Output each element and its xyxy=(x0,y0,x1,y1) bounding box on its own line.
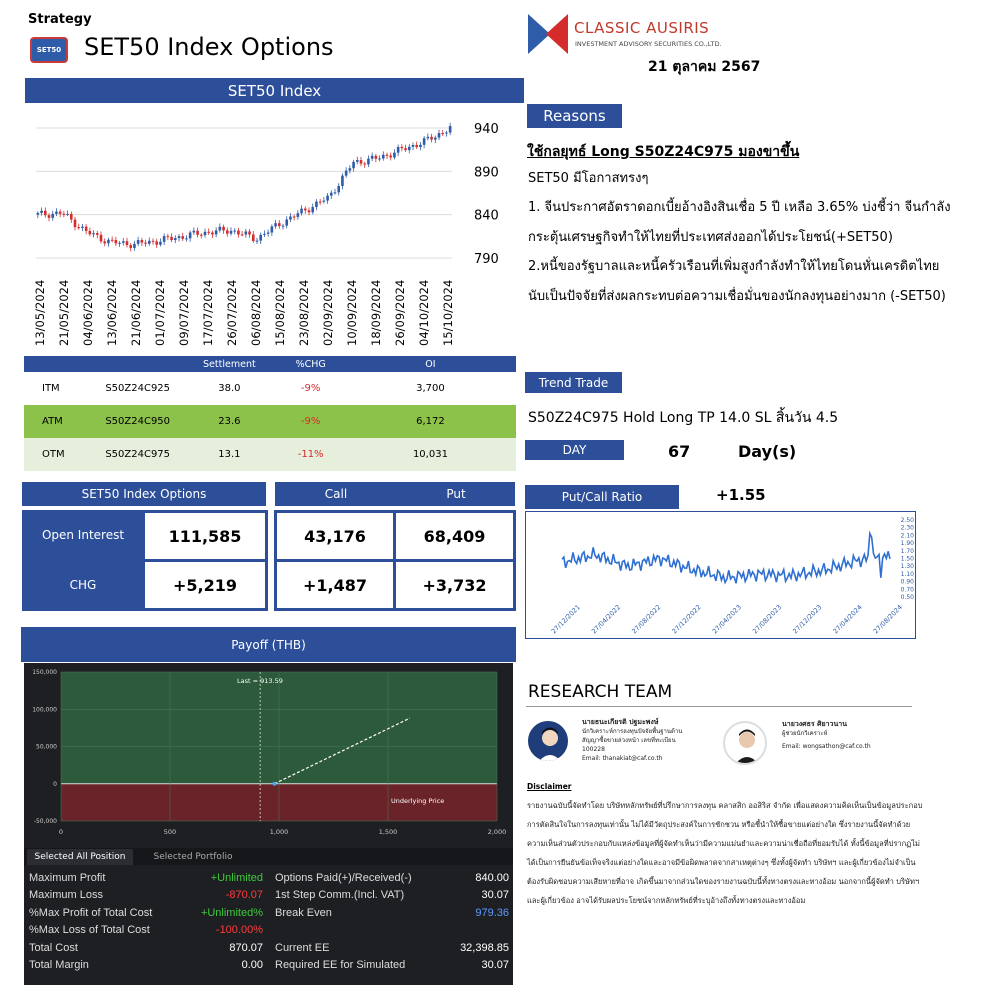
candle-body xyxy=(300,209,303,214)
x-tick-label: 18/09/2024 xyxy=(369,279,383,346)
candle-body xyxy=(382,155,385,159)
candle-body xyxy=(103,241,106,243)
y-tick-label: 2.50 xyxy=(900,517,914,524)
candle-body xyxy=(181,236,184,239)
y-tick-label: 840 xyxy=(474,208,499,224)
candle-body xyxy=(337,186,340,192)
x-tick-label: 15/08/2024 xyxy=(273,279,287,346)
candle-body xyxy=(211,233,214,235)
candle-body xyxy=(259,235,262,241)
candle-body xyxy=(37,213,40,215)
index-chart-banner: SET50 Index xyxy=(25,78,524,103)
x-tick-label: 2,000 xyxy=(487,828,507,836)
analyst2-info xyxy=(782,720,902,751)
put-call-ratio-value: +1.55 xyxy=(716,486,766,504)
page-title: SET50 Index Options xyxy=(84,33,334,61)
put-call-series-line xyxy=(562,533,890,583)
candle-body xyxy=(282,226,285,227)
candle-body xyxy=(404,148,407,150)
stat-row xyxy=(29,942,263,959)
put-call-ratio-chart xyxy=(526,512,915,638)
row-type: ATM xyxy=(42,416,63,427)
payoff-banner: Payoff (THB) xyxy=(21,627,516,662)
x-tick-label: 27/04/2023 xyxy=(710,603,743,636)
candle-body xyxy=(315,202,318,207)
candle-body xyxy=(408,147,411,150)
candle-body xyxy=(371,156,374,159)
candle-body xyxy=(144,243,147,244)
x-tick-label: 27/08/2023 xyxy=(751,603,784,636)
x-tick-label: 15/10/2024 xyxy=(441,279,455,346)
stat-value: +Unlimited% xyxy=(200,906,263,919)
candle-body xyxy=(167,236,170,237)
x-tick-label: 04/06/2024 xyxy=(81,279,95,346)
chg-label: CHG xyxy=(69,578,97,592)
x-tick-label: 01/07/2024 xyxy=(153,279,167,346)
candle-body xyxy=(230,231,233,234)
candle-body xyxy=(55,212,58,214)
x-tick-label: 27/04/2024 xyxy=(831,603,864,636)
candle-body xyxy=(115,240,118,243)
row-settlement: 23.6 xyxy=(218,416,241,427)
stat-row xyxy=(275,889,509,906)
candle-body xyxy=(81,227,84,228)
candle-body xyxy=(233,231,236,232)
open-interest-total: 111,585 xyxy=(142,510,268,562)
candle-body xyxy=(222,227,225,231)
candle-body xyxy=(219,227,222,231)
oi-header-put: Put xyxy=(446,487,466,501)
report-date: 21 ตุลาคม 2567 xyxy=(648,59,761,75)
candle-body xyxy=(293,217,296,218)
x-tick-label: 1,000 xyxy=(269,828,289,836)
stat-label: Maximum Profit xyxy=(29,872,106,884)
candle-body xyxy=(449,126,452,132)
x-tick-label: 23/08/2024 xyxy=(297,279,311,346)
payoff-stats-left xyxy=(29,872,263,976)
candle-body xyxy=(267,233,270,234)
candle-body xyxy=(397,147,400,153)
y-tick-label: 2.10 xyxy=(900,532,914,540)
header-settlement: Settlement xyxy=(203,358,256,370)
row-type: OTM xyxy=(42,449,65,460)
put-call-ratio-tag: Put/Call Ratio xyxy=(525,485,679,509)
candle-body xyxy=(445,133,448,134)
strategy-label: Strategy xyxy=(28,12,92,27)
candle-body xyxy=(263,234,266,235)
candle-body xyxy=(289,217,292,220)
stat-label: Break Even xyxy=(275,906,332,919)
candle-body xyxy=(118,243,121,244)
x-tick-label: 27/08/2022 xyxy=(630,603,663,636)
stat-value: 0.00 xyxy=(241,958,263,971)
set50-logo-text: SET50 xyxy=(36,46,62,54)
y-tick-label: 890 xyxy=(474,165,499,181)
candle-body xyxy=(77,227,80,228)
x-tick-label: 26/09/2024 xyxy=(393,279,407,346)
divider xyxy=(526,706,912,707)
candle-body xyxy=(345,171,348,176)
x-tick-label: 21/06/2024 xyxy=(129,279,143,346)
row-type: ITM xyxy=(42,383,60,394)
candle-body xyxy=(367,159,370,165)
y-tick-label: 0.90 xyxy=(900,578,914,586)
stat-row xyxy=(275,942,509,959)
analyst2-email: Email: wongsathon@caf.co.th xyxy=(782,743,871,750)
row-settlement: 13.1 xyxy=(218,449,241,460)
candle-body xyxy=(278,223,281,226)
candle-body xyxy=(375,156,378,159)
tab-selected-portfolio[interactable]: Selected Portfolio xyxy=(153,852,233,862)
call-open-interest: 43,176 xyxy=(274,510,396,562)
candle-body xyxy=(70,214,73,220)
stat-value: -100.00% xyxy=(215,924,263,937)
row-chg: -9% xyxy=(300,383,321,394)
candle-body xyxy=(297,213,300,217)
candle-body xyxy=(159,242,162,245)
stat-row xyxy=(29,959,263,976)
analyst1-avatar xyxy=(526,719,570,763)
header-oi: OI xyxy=(425,358,436,370)
candle-body xyxy=(330,193,333,196)
candle-body xyxy=(285,219,288,225)
candle-body xyxy=(378,158,381,159)
put-open-interest: 68,409 xyxy=(393,510,516,562)
break-even-point xyxy=(273,782,277,786)
reasons-tag: Reasons xyxy=(527,104,622,128)
candle-body xyxy=(48,215,51,218)
candle-body xyxy=(430,137,433,140)
candle-body xyxy=(204,232,207,235)
stat-value: +Unlimited xyxy=(210,872,263,884)
x-tick-label: 1,500 xyxy=(378,828,398,836)
tab-selected-all-position[interactable]: Selected All Position xyxy=(27,849,133,865)
stat-row xyxy=(29,889,263,906)
x-tick-label: 13/05/2024 xyxy=(33,279,47,346)
x-tick-label: 27/12/2023 xyxy=(791,603,824,636)
analyst1-email: Email: thanakiat@caf.co.th xyxy=(582,755,663,762)
reason-line: กระตุ้นเศรษฐกิจทำให้ไทยที่ประเทศส่งออกได้ประโยชน์(+SET50) xyxy=(528,230,893,245)
stat-row xyxy=(275,872,509,889)
candle-body xyxy=(415,145,418,147)
stat-row xyxy=(29,872,263,889)
y-tick-label: 940 xyxy=(474,122,499,137)
open-interest-label: Open Interest xyxy=(41,528,125,542)
candle-body xyxy=(237,231,240,235)
candle-body xyxy=(423,138,426,145)
x-tick-label: 26/07/2024 xyxy=(225,279,239,346)
settlement-table xyxy=(24,356,516,471)
candle-body xyxy=(122,241,125,243)
candle-body xyxy=(155,241,158,244)
candle-body xyxy=(341,176,344,186)
candle-body xyxy=(152,241,155,242)
stat-row xyxy=(275,924,509,941)
candle-body xyxy=(352,162,355,168)
candle-body xyxy=(126,241,129,245)
candle-body xyxy=(59,212,62,214)
analyst2-avatar xyxy=(723,721,767,765)
y-tick-label: 50,000 xyxy=(36,743,57,751)
chg-total: +5,219 xyxy=(142,559,268,611)
row-oi: 3,700 xyxy=(416,383,445,394)
table-row xyxy=(24,405,516,438)
settlement-table-header xyxy=(24,356,516,372)
stat-label: Required EE for Simulated xyxy=(275,958,406,971)
row-series: S50Z24C925 xyxy=(105,383,171,394)
y-tick-label: 0 xyxy=(53,780,57,788)
put-chg: +3,732 xyxy=(393,559,516,611)
day-count: 67 xyxy=(668,442,691,461)
stat-row xyxy=(275,907,509,924)
call-chg: +1,487 xyxy=(274,559,396,611)
x-tick-label: 09/07/2024 xyxy=(177,279,191,346)
trend-trade-tag: Trend Trade xyxy=(525,372,622,393)
candle-body xyxy=(163,236,166,242)
day-tag: DAY xyxy=(525,440,624,460)
set50-logo xyxy=(30,37,68,63)
candle-body xyxy=(441,133,444,134)
day-unit: Day(s) xyxy=(738,442,797,461)
x-tick-label: 10/09/2024 xyxy=(345,279,359,346)
x-tick-label: 27/08/2024 xyxy=(871,603,904,636)
analyst1-role2: สัญญาซื้อขายล่วงหน้า เลขที่ทะเบียน xyxy=(582,737,676,744)
stat-value: 870.07 xyxy=(229,941,263,954)
candle-body xyxy=(326,196,329,201)
y-tick-label: 1.10 xyxy=(900,570,914,578)
x-tick-label: 27/04/2022 xyxy=(590,603,623,636)
row-series: S50Z24C975 xyxy=(105,449,171,460)
payoff-stats-right xyxy=(275,872,509,976)
analyst1-info xyxy=(582,718,702,763)
analyst1-reg: 100228 xyxy=(582,746,605,753)
stat-value: 32,398.85 xyxy=(460,941,509,954)
x-tick-label: 06/08/2024 xyxy=(249,279,263,346)
last-price-label: Last = 913.59 xyxy=(237,677,283,685)
y-tick-label: 2.30 xyxy=(900,524,914,532)
candle-body xyxy=(196,231,199,235)
candle-body xyxy=(241,234,244,235)
reason-line: SET50 มีโอกาสทรงๆ xyxy=(528,171,649,186)
candle-body xyxy=(256,241,259,242)
candle-body xyxy=(248,231,251,234)
stat-value: 30.07 xyxy=(481,958,509,971)
candle-body xyxy=(412,145,415,147)
candle-body xyxy=(207,232,210,233)
analyst1-name: นายธนะเกียรติ ปฐมะพงษ์ xyxy=(582,718,659,726)
candle-body xyxy=(349,168,352,170)
analyst1-role: นักวิเคราะห์การลงทุนปัจจัยพื้นฐานด้าน xyxy=(582,728,683,735)
row-settlement: 38.0 xyxy=(218,383,241,394)
candle-body xyxy=(96,233,99,235)
candle-body xyxy=(386,155,389,156)
disclaimer-heading: Disclaimer xyxy=(527,782,572,791)
x-tick-label: 27/12/2022 xyxy=(670,603,703,636)
candle-body xyxy=(334,192,337,193)
candle-body xyxy=(363,164,366,165)
candle-body xyxy=(174,238,177,240)
oi-header-callput xyxy=(275,482,515,506)
candle-body xyxy=(304,209,307,211)
candle-body xyxy=(141,240,144,243)
candle-body xyxy=(389,156,392,158)
header-chg: %CHG xyxy=(295,358,326,370)
candle-body xyxy=(226,230,229,233)
candle-body xyxy=(193,231,196,233)
candle-body xyxy=(178,236,181,238)
oi-header-call: Call xyxy=(324,487,348,501)
candle-body xyxy=(427,137,430,138)
candle-body xyxy=(434,138,437,140)
person-icon xyxy=(528,721,570,763)
underlying-price-label: Underlying Price xyxy=(391,797,445,805)
row-oi: 6,172 xyxy=(416,416,445,427)
candle-body xyxy=(189,232,192,238)
stat-value: 979.36 xyxy=(475,906,509,919)
candle-body xyxy=(44,211,47,215)
candle-body xyxy=(274,223,277,226)
company-name: CLASSIC AUSIRIS xyxy=(574,19,710,37)
stat-row xyxy=(29,907,263,924)
candle-body xyxy=(323,201,326,202)
table-row xyxy=(24,438,516,471)
stat-label: Current EE xyxy=(275,941,330,954)
analyst2-name: นายวงศธร ศิยาวนาน xyxy=(782,720,847,728)
candle-body xyxy=(438,133,441,137)
candle-body xyxy=(252,234,255,240)
index-candlestick-chart xyxy=(22,110,522,350)
candle-body xyxy=(89,231,92,234)
x-tick-label: 04/10/2024 xyxy=(417,279,431,346)
stat-label: %Max Profit of Total Cost xyxy=(29,906,153,919)
y-tick-label: -50,000 xyxy=(33,818,57,825)
stat-value: -870.07 xyxy=(225,889,263,902)
candle-body xyxy=(311,207,314,212)
payoff-chart xyxy=(24,663,513,843)
disclaimer-text: รายงานฉบับนี้จัดทำโดย บริษัทหลักทรัพย์ที่ปรึกษาการลงทุน คลาสสิก ออสิริส จำกัด เพื่อแสดงความคิดเห็นเป็นข้อมูลประกอบการตัดสินใจในการลงทุนเท่านั้น ไม่ได้มีวัตถุประสงค์ในการชักชวน หรือชี้นำให้ซื้อขายแต่อย่างใด ซึ่งรายงานนี้จัดทำด้วยความเห็นส่วนตัวประกอบกับแหล่งข้อมูลที่ผู้จัดทำเห็นว่ามีความแม่นยำและความน่าเชื่อถือที่ยอมรับได้ ทั้งนี้ข้อมูลที่ปรากฏไม่ได้เป็นการยืนยันข้อเท็จจริงแต่อย่างใดและอาจมีข้อผิดพลาดจากสาเหตุต่างๆ ซึ่งทั้งผู้จัดทำ บริษัทฯ และผู้เกี่ยวข้องไม่จำเป็นต้องรับผิดชอบความเสียหายที่อาจ เกิดขึ้นมาจากส่วนใดของรายงานฉบับนี้ทั้งทางตรงและทางอ้อม นอกจากนี้ผู้จัดทำ บริษัทฯ และผู้เกี่ยวข้อง อาจได้รับผลประโยชน์จากหลักทรัพย์ที่ระบุอ้างถึงทั้งทางตรงและทางอ้อม xyxy=(527,801,923,905)
candle-body xyxy=(40,211,43,213)
candle-body xyxy=(356,160,359,162)
candle-body xyxy=(129,245,132,248)
x-tick-label: 02/09/2024 xyxy=(321,279,335,346)
candle-body xyxy=(245,231,248,234)
reason-line: นับเป็นปัจจัยที่ส่งผลกระทบต่อความเชื่อมั่นของนักลงทุนอย่างมาก (-SET50) xyxy=(528,289,946,304)
candle-body xyxy=(51,214,54,218)
candle-body xyxy=(215,230,218,234)
stat-value: 30.07 xyxy=(481,889,509,902)
company-subtitle: INVESTMENT ADVISORY SECURITIES CO.,LTD. xyxy=(575,40,722,48)
candle-body xyxy=(111,240,114,241)
y-tick-label: 150,000 xyxy=(32,669,57,676)
candle-body xyxy=(360,160,363,164)
y-tick-label: 1.70 xyxy=(900,547,914,555)
row-chg: -9% xyxy=(300,416,321,427)
x-tick-label: 500 xyxy=(163,828,177,836)
strategy-heading: ใช้กลยุทธ์ Long S50Z24C975 มองขาขึ้น xyxy=(527,144,800,160)
y-tick-label: 1.30 xyxy=(900,563,914,571)
y-tick-label: 790 xyxy=(474,252,499,267)
candle-body xyxy=(63,214,66,215)
candle-body xyxy=(393,153,396,158)
candle-body xyxy=(170,237,173,240)
candle-body xyxy=(401,147,404,148)
candle-body xyxy=(319,202,322,203)
candle-body xyxy=(100,235,103,242)
row-chg: -11% xyxy=(297,449,324,460)
y-tick-label: 0.70 xyxy=(900,586,914,594)
candle-body xyxy=(148,241,151,244)
y-tick-label: 1.90 xyxy=(900,540,914,548)
table-row xyxy=(24,372,516,405)
reason-line: 1. จีนประกาศอัตราดอกเบี้ยอ้างอิงสินเชื่อ 5 ปี เหลือ 3.65% บ่งชี้ว่า จีนกำลัง xyxy=(528,200,951,215)
reason-line: 2.หนี้ของรัฐบาลและหนี้ครัวเรือนที่เพิ่มสูงกำลังทำให้ไทยโดนหั่นเครดิตไทย xyxy=(528,259,940,274)
research-team-title: RESEARCH TEAM xyxy=(528,682,673,702)
x-tick-label: 0 xyxy=(58,828,64,836)
stat-row xyxy=(29,924,263,941)
stat-label: Total Margin xyxy=(29,958,89,971)
row-series: S50Z24C950 xyxy=(105,416,171,427)
stat-row xyxy=(275,959,509,976)
candle-body xyxy=(308,210,311,212)
candle-body xyxy=(66,214,69,215)
stat-label: Options Paid(+)/Received(-) xyxy=(275,872,412,884)
oi-header-options: SET50 Index Options xyxy=(22,482,266,506)
company-logo-icon xyxy=(528,14,568,54)
x-tick-label: 13/06/2024 xyxy=(105,279,119,346)
y-tick-label: 100,000 xyxy=(32,706,57,714)
candle-body xyxy=(107,240,110,244)
trend-trade-text: S50Z24C975 Hold Long TP 14.0 SL สิ้นวัน 4.5 xyxy=(528,410,839,426)
x-tick-label: 27/12/2021 xyxy=(549,603,582,636)
stat-label: %Max Loss of Total Cost xyxy=(29,924,150,937)
candle-body xyxy=(92,233,95,234)
stat-label: Maximum Loss xyxy=(29,889,103,902)
stat-label: 1st Step Comm.(Incl. VAT) xyxy=(275,889,405,902)
candle-body xyxy=(419,145,422,147)
y-tick-label: 1.50 xyxy=(900,555,914,563)
y-tick-label: 0.50 xyxy=(900,594,914,601)
row-oi: 10,031 xyxy=(412,449,448,460)
candle-body xyxy=(74,220,77,228)
candle-body xyxy=(200,235,203,236)
stat-value: 840.00 xyxy=(475,872,509,884)
person-icon xyxy=(725,723,767,765)
candle-body xyxy=(85,227,88,231)
analyst2-role: ผู้ช่วยนักวิเคราะห์ xyxy=(782,730,828,737)
x-tick-label: 21/05/2024 xyxy=(57,279,71,346)
x-tick-label: 17/07/2024 xyxy=(201,279,215,346)
candle-body xyxy=(185,238,188,239)
candle-body xyxy=(137,240,140,244)
stat-label: Total Cost xyxy=(29,941,78,954)
candle-body xyxy=(133,244,136,248)
candle-body xyxy=(271,226,274,232)
